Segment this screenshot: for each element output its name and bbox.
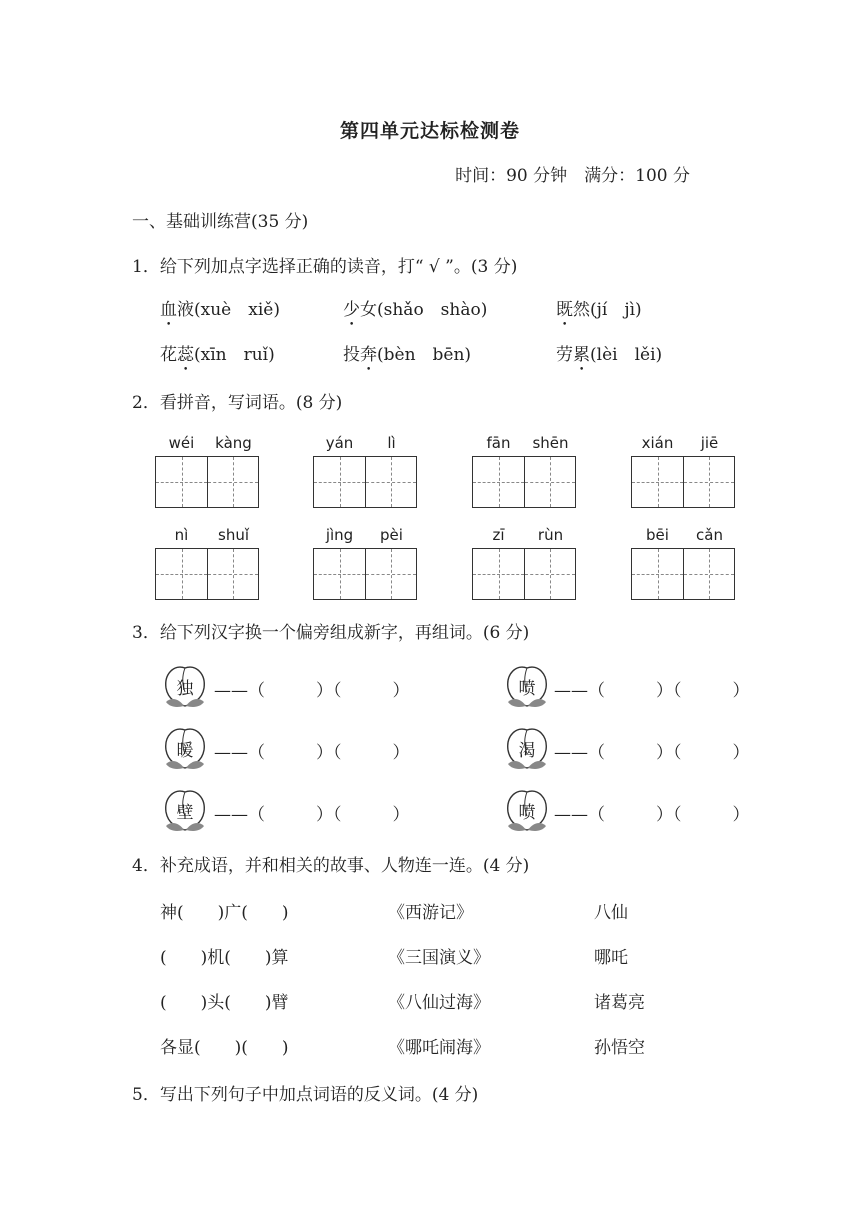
pinyin-label: yán lì bbox=[325, 434, 396, 452]
peach-char: 喷 bbox=[518, 679, 536, 699]
writing-grid[interactable] bbox=[155, 548, 259, 600]
writing-grid[interactable] bbox=[313, 548, 417, 600]
pinyin-label: bēi cǎn bbox=[646, 526, 723, 544]
person-name[interactable]: 诸葛亮 bbox=[594, 993, 645, 1013]
answer-blanks[interactable]: ——（ ）（ ） bbox=[214, 743, 410, 763]
person-name[interactable]: 哪吒 bbox=[594, 948, 628, 968]
pinyin-label: nì shuǐ bbox=[174, 526, 249, 544]
peach-char: 暖 bbox=[176, 741, 194, 761]
question-5-prompt: 5．写出下列句子中加点词语的反义词。(4 分) bbox=[132, 1085, 479, 1105]
person-name[interactable]: 孙悟空 bbox=[594, 1038, 645, 1058]
pinyin-label: jìng pèi bbox=[325, 526, 403, 544]
peach-char: 喷 bbox=[518, 803, 536, 823]
answer-blanks[interactable]: ——（ ）（ ） bbox=[554, 805, 750, 825]
story-name[interactable]: 《哪吒闹海》 bbox=[388, 1038, 490, 1058]
writing-grid[interactable] bbox=[155, 456, 259, 508]
idiom-blank[interactable]: 各显( )( ) bbox=[160, 1038, 289, 1058]
reading-item: 劳累(lèi lěi) bbox=[556, 345, 663, 365]
writing-grid[interactable] bbox=[631, 456, 735, 508]
peach-icon bbox=[502, 662, 558, 716]
reading-item: 血液(xuè xiě) bbox=[160, 300, 280, 320]
answer-blanks[interactable]: ——（ ）（ ） bbox=[214, 805, 410, 825]
question-2-prompt: 2．看拼音，写词语。(8 分) bbox=[132, 393, 343, 413]
reading-item: 投奔(bèn bēn) bbox=[343, 345, 472, 365]
section-heading: 一、基础训练营(35 分) bbox=[132, 212, 309, 232]
exam-meta: 时间：90 分钟 满分：100 分 bbox=[455, 166, 690, 186]
peach-icon bbox=[160, 724, 216, 778]
idiom-blank[interactable]: 神( )广( ) bbox=[160, 903, 289, 923]
page-title: 第四单元达标检测卷 bbox=[339, 120, 520, 142]
story-name[interactable]: 《西游记》 bbox=[388, 903, 473, 923]
answer-blanks[interactable]: ——（ ）（ ） bbox=[554, 681, 750, 701]
peach-icon bbox=[160, 662, 216, 716]
reading-item: 花蕊(xīn ruǐ) bbox=[160, 345, 275, 365]
pinyin-label: wéi kàng bbox=[168, 434, 252, 452]
peach-char: 渴 bbox=[518, 741, 536, 761]
pinyin-label: xián jiē bbox=[641, 434, 719, 452]
story-name[interactable]: 《八仙过海》 bbox=[388, 993, 490, 1013]
peach-char: 壁 bbox=[176, 803, 194, 823]
answer-blanks[interactable]: ——（ ）（ ） bbox=[554, 743, 750, 763]
peach-icon bbox=[502, 786, 558, 840]
idiom-blank[interactable]: ( )机( )算 bbox=[160, 948, 289, 968]
reading-item: 既然(jí jì) bbox=[556, 300, 642, 320]
peach-icon bbox=[160, 786, 216, 840]
answer-blanks[interactable]: ——（ ）（ ） bbox=[214, 681, 410, 701]
writing-grid[interactable] bbox=[472, 548, 576, 600]
writing-grid[interactable] bbox=[313, 456, 417, 508]
person-name[interactable]: 八仙 bbox=[594, 903, 628, 923]
writing-grid[interactable] bbox=[472, 456, 576, 508]
question-3-prompt: 3．给下列汉字换一个偏旁组成新字，再组词。(6 分) bbox=[132, 623, 530, 643]
peach-char: 独 bbox=[176, 679, 194, 699]
story-name[interactable]: 《三国演义》 bbox=[388, 948, 490, 968]
pinyin-label: fān shēn bbox=[486, 434, 569, 452]
idiom-blank[interactable]: ( )头( )臂 bbox=[160, 993, 289, 1013]
question-4-prompt: 4．补充成语，并和相关的故事、人物连一连。(4 分) bbox=[132, 856, 530, 876]
question-1-prompt: 1．给下列加点字选择正确的读音，打“ √ ”。(3 分) bbox=[132, 257, 518, 277]
peach-icon bbox=[502, 724, 558, 778]
reading-item: 少女(shǎo shào) bbox=[343, 300, 488, 320]
pinyin-label: zī rùn bbox=[492, 526, 564, 544]
writing-grid[interactable] bbox=[631, 548, 735, 600]
